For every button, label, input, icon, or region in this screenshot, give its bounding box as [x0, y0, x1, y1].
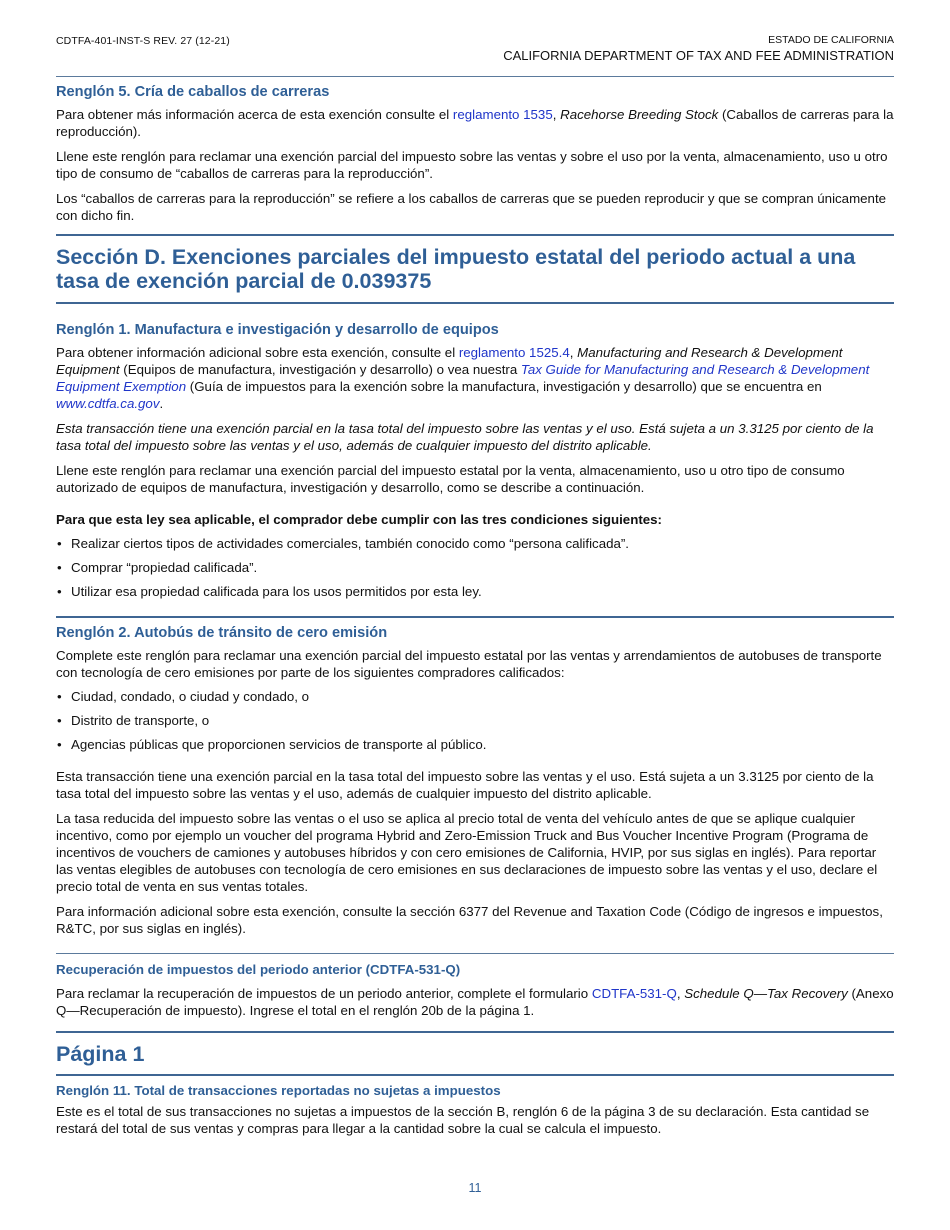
page1-title: Página 1	[56, 1042, 145, 1066]
divider	[56, 234, 894, 236]
cdtfa-website-link[interactable]: www.cdtfa.ca.gov	[56, 396, 160, 411]
recovery-paragraph: Para reclamar la recuperación de impuestos de un periodo anterior, complete el formulario CDTFA-531-Q, Schedule Q—Tax Recovery (Anexo Q—Recuperación de impuesto). Ingrese el total en el renglón 20b de la página 1.	[56, 986, 894, 1018]
list-item: • Comprar “propiedad calificada”.	[56, 559, 894, 576]
line1-paragraph-1: Para obtener información adicional sobre esta exención, consulte el reglamento 1525.4, Manufacturing and Research & Development Equipment (Equipos de manufactura, investigación y desarrollo) o vea nuestra Tax Guide for Manufacturing and Research & Development Equipment Exemption (Guía de impuestos para la exención sobre la manufactura, investigación y desarrollo) que se encuentra en www.cdtfa.ca.gov.	[56, 345, 870, 411]
department-label: CALIFORNIA DEPARTMENT OF TAX AND FEE ADMINISTRATION	[503, 48, 894, 63]
line1-heading: Renglón 1. Manufactura e investigación y desarrollo de equipos	[56, 322, 499, 338]
line1-paragraph-3: Llene este renglón para reclamar una exención parcial del impuesto estatal por la venta, almacenamiento, uso u otro tipo de consumo autorizado de equipos de manufactura, investigación y desarrollo, como se describe a continuación.	[56, 463, 845, 495]
line2-paragraph-4: Para información adicional sobre esta exención, consulte la sección 6377 del Revenue and Taxation Code (Código de ingresos e impuestos, R&TC, por sus siglas en inglés).	[56, 904, 883, 936]
conditions-list	[56, 535, 894, 600]
cdtfa-531-q-link[interactable]: CDTFA-531-Q	[591, 986, 677, 1001]
divider	[56, 76, 894, 77]
document-page	[56, 0, 894, 1137]
state-label: ESTADO DE CALIFORNIA	[768, 34, 894, 46]
line1-paragraph-2: Esta transacción tiene una exención parcial en la tasa total del impuesto sobre las ventas y el uso. Está sujeta a un 3.3125 por ciento de la tasa total del impuesto sobre las ventas y el uso, además de cualquier impuesto del distrito aplicable.	[56, 421, 874, 453]
line2-paragraph-3: La tasa reducida del impuesto sobre las ventas o el uso se aplica al precio total de venta del vehículo antes de que se aplique cualquier incentivo, como por ejemplo un voucher del programa Hybrid and Zero-Emission Truck and Bus Voucher Incentive Program (Programa de incentivos de vouchers de camiones y autobuses híbridos y con cero emisiones de California, HVIP, por sus siglas en inglés). Para reportar las ventas elegibles de autobuses con tecnología de cero emisiones en sus declaraciones de impuesto sobre las ventas y el uso, declare el precio total de venta en sus ventas totales.	[56, 811, 878, 894]
divider	[56, 302, 894, 304]
divider	[56, 953, 894, 954]
agency-block	[503, 34, 894, 63]
regulation-1535-link[interactable]: reglamento 1535	[452, 107, 553, 122]
page-number: 11	[468, 1181, 482, 1195]
form-id: CDTFA-401-INST-S REV. 27 (12-21)	[56, 35, 230, 47]
conditions-heading: Para que esta ley sea aplicable, el comprador debe cumplir con las tres condiciones siguientes:	[56, 512, 662, 527]
divider	[56, 1031, 894, 1033]
line2-paragraph-1: Complete este renglón para reclamar una exención parcial del impuesto estatal por las ventas y arrendamientos de autobuses de transporte con tecnología de cero emisiones por parte de los siguientes compradores calificados:	[56, 648, 882, 680]
list-item: • Agencias públicas que proporcionen servicios de transporte al público.	[56, 736, 894, 753]
list-item: • Distrito de transporte, o	[56, 712, 894, 729]
list-item: • Utilizar esa propiedad calificada para los usos permitidos por esta ley.	[56, 583, 894, 600]
tax-guide-link[interactable]: Tax Guide for Manufacturing and Research & Development Equipment Exemption	[56, 362, 870, 394]
divider	[56, 1074, 894, 1076]
line5-paragraph-3: Los “caballos de carreras para la reproducción” se refiere a los caballos de carreras que se pueden reproducir y que se compran únicamente con dicho fin.	[56, 191, 887, 223]
line11-heading: Renglón 11. Total de transacciones reportadas no sujetas a impuestos	[56, 1083, 501, 1098]
buyers-list	[56, 688, 894, 753]
list-item: • Realizar ciertos tipos de actividades comerciales, también conocido como “persona calificada”.	[56, 535, 894, 552]
regulation-1525-4-link[interactable]: reglamento 1525.4	[458, 345, 570, 360]
line5-heading: Renglón 5. Cría de caballos de carreras	[56, 84, 330, 100]
section-d-title: Sección D. Exenciones parciales del impuesto estatal del periodo actual a una tasa de exención parcial de 0.039375	[56, 245, 856, 293]
line11-paragraph: Este es el total de sus transacciones no sujetas a impuestos de la sección B, renglón 6 de la página 3 de su declaración. Esta cantidad se restará del total de sus ventas y compras para llegar a la cantidad sobre la cual se calcula el impuesto.	[56, 1104, 870, 1136]
list-item: • Ciudad, condado, o ciudad y condado, o	[56, 688, 894, 705]
line5-paragraph-2: Llene este renglón para reclamar una exención parcial del impuesto sobre las ventas y sobre el uso por la venta, almacenamiento, uso u otro tipo de consumo de “caballos de carreras para la reproducción”.	[56, 149, 888, 181]
line5-paragraph-1: Para obtener más información acerca de esta exención consulte el reglamento 1535, Racehorse Breeding Stock (Caballos de carreras para la reproducción).	[56, 107, 894, 139]
divider	[56, 616, 894, 618]
page-header	[56, 0, 894, 64]
line2-paragraph-2: Esta transacción tiene una exención parcial en la tasa total del impuesto sobre las ventas y el uso. Está sujeta a un 3.3125 por ciento de la tasa total del impuesto sobre las ventas y el uso, además de cualquier impuesto del distrito aplicable.	[56, 769, 874, 801]
recovery-heading: Recuperación de impuestos del periodo anterior (CDTFA-531-Q)	[56, 962, 461, 977]
line2-heading: Renglón 2. Autobús de tránsito de cero emisión	[56, 625, 388, 641]
